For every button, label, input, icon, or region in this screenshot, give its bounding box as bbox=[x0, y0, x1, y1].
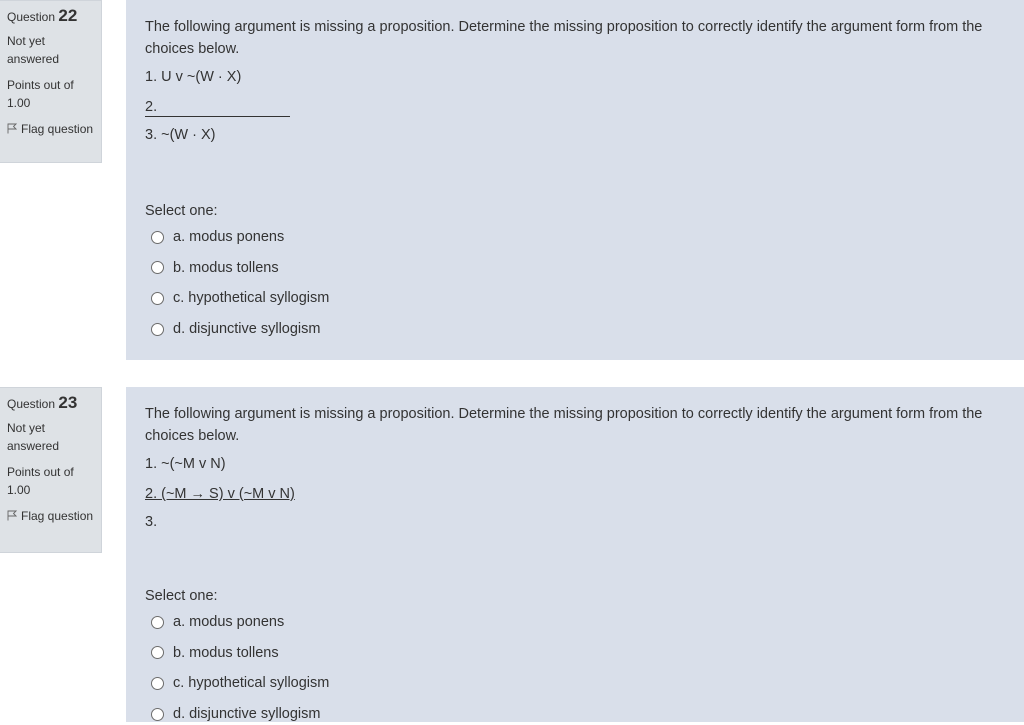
argument-line-3: 3. ~(W · X) bbox=[145, 127, 216, 143]
flag-label: Flag question bbox=[21, 509, 94, 523]
question-grade: Points out of 1.00 bbox=[7, 78, 74, 110]
option-label: a. modus ponens bbox=[173, 229, 285, 245]
question-number bbox=[7, 7, 94, 26]
argument-line-1: 1. ~(~M v N) bbox=[145, 456, 226, 472]
question-content bbox=[126, 387, 1024, 722]
option-label: d. disjunctive syllogism bbox=[173, 321, 321, 338]
option-c[interactable] bbox=[151, 287, 1024, 309]
option-label: d. disjunctive syllogism bbox=[173, 706, 321, 723]
select-one-prompt: Select one: bbox=[145, 588, 218, 604]
question-info bbox=[0, 0, 102, 163]
option-label: c. hypothetical syllogism bbox=[173, 290, 330, 307]
argument-line-3: 3. bbox=[145, 514, 158, 530]
argument-line-1: 1. U v ~(W · X) bbox=[145, 69, 242, 85]
question-text: The following argument is missing a proposition. Determine the missing proposition to correctly identify the argument form from the choices below. bbox=[145, 19, 983, 57]
question-label: Question bbox=[7, 10, 56, 24]
argument-line-2 bbox=[145, 483, 1024, 505]
option-label: b. modus tollens bbox=[173, 644, 279, 661]
radio-button[interactable] bbox=[151, 616, 164, 629]
option-c[interactable] bbox=[151, 672, 1024, 694]
question-grade: Points out of 1.00 bbox=[7, 465, 74, 497]
radio-button[interactable] bbox=[151, 292, 164, 305]
option-label: a. modus ponens bbox=[173, 614, 285, 630]
flag-icon bbox=[7, 123, 17, 134]
question-content bbox=[126, 0, 1024, 360]
flag-icon bbox=[7, 510, 17, 521]
answer-options bbox=[145, 226, 1024, 340]
question-num: 22 bbox=[58, 6, 78, 25]
option-a[interactable] bbox=[151, 611, 1024, 633]
radio-button[interactable] bbox=[151, 261, 164, 274]
question-state: Not yet answered bbox=[7, 421, 60, 453]
radio-button[interactable] bbox=[151, 646, 164, 659]
option-a[interactable] bbox=[151, 226, 1024, 248]
missing-proposition-blank: 2. bbox=[145, 98, 290, 117]
select-one-prompt: Select one: bbox=[145, 203, 218, 219]
option-label: b. modus tollens bbox=[173, 259, 279, 276]
argument-line-2-text: 2. (~M → S) v (~M v N) bbox=[145, 486, 295, 502]
argument-line-2 bbox=[145, 96, 1024, 118]
question-label: Question bbox=[7, 397, 56, 411]
flag-question-button[interactable] bbox=[7, 507, 94, 525]
question-info bbox=[0, 387, 102, 553]
answer-options bbox=[145, 611, 1024, 725]
question-text: The following argument is missing a proposition. Determine the missing proposition to correctly identify the argument form from the choices below. bbox=[145, 406, 983, 444]
option-label: c. hypothetical syllogism bbox=[173, 675, 330, 692]
flag-label: Flag question bbox=[21, 122, 94, 136]
flag-question-button[interactable] bbox=[7, 120, 94, 138]
option-b[interactable] bbox=[151, 257, 1024, 279]
radio-button[interactable] bbox=[151, 708, 164, 721]
radio-button[interactable] bbox=[151, 231, 164, 244]
option-d[interactable] bbox=[151, 318, 1024, 340]
radio-button[interactable] bbox=[151, 323, 164, 336]
option-b[interactable] bbox=[151, 642, 1024, 664]
question-state: Not yet answered bbox=[7, 34, 60, 66]
question-num: 23 bbox=[58, 393, 78, 412]
question-number bbox=[7, 394, 94, 413]
radio-button[interactable] bbox=[151, 677, 164, 690]
